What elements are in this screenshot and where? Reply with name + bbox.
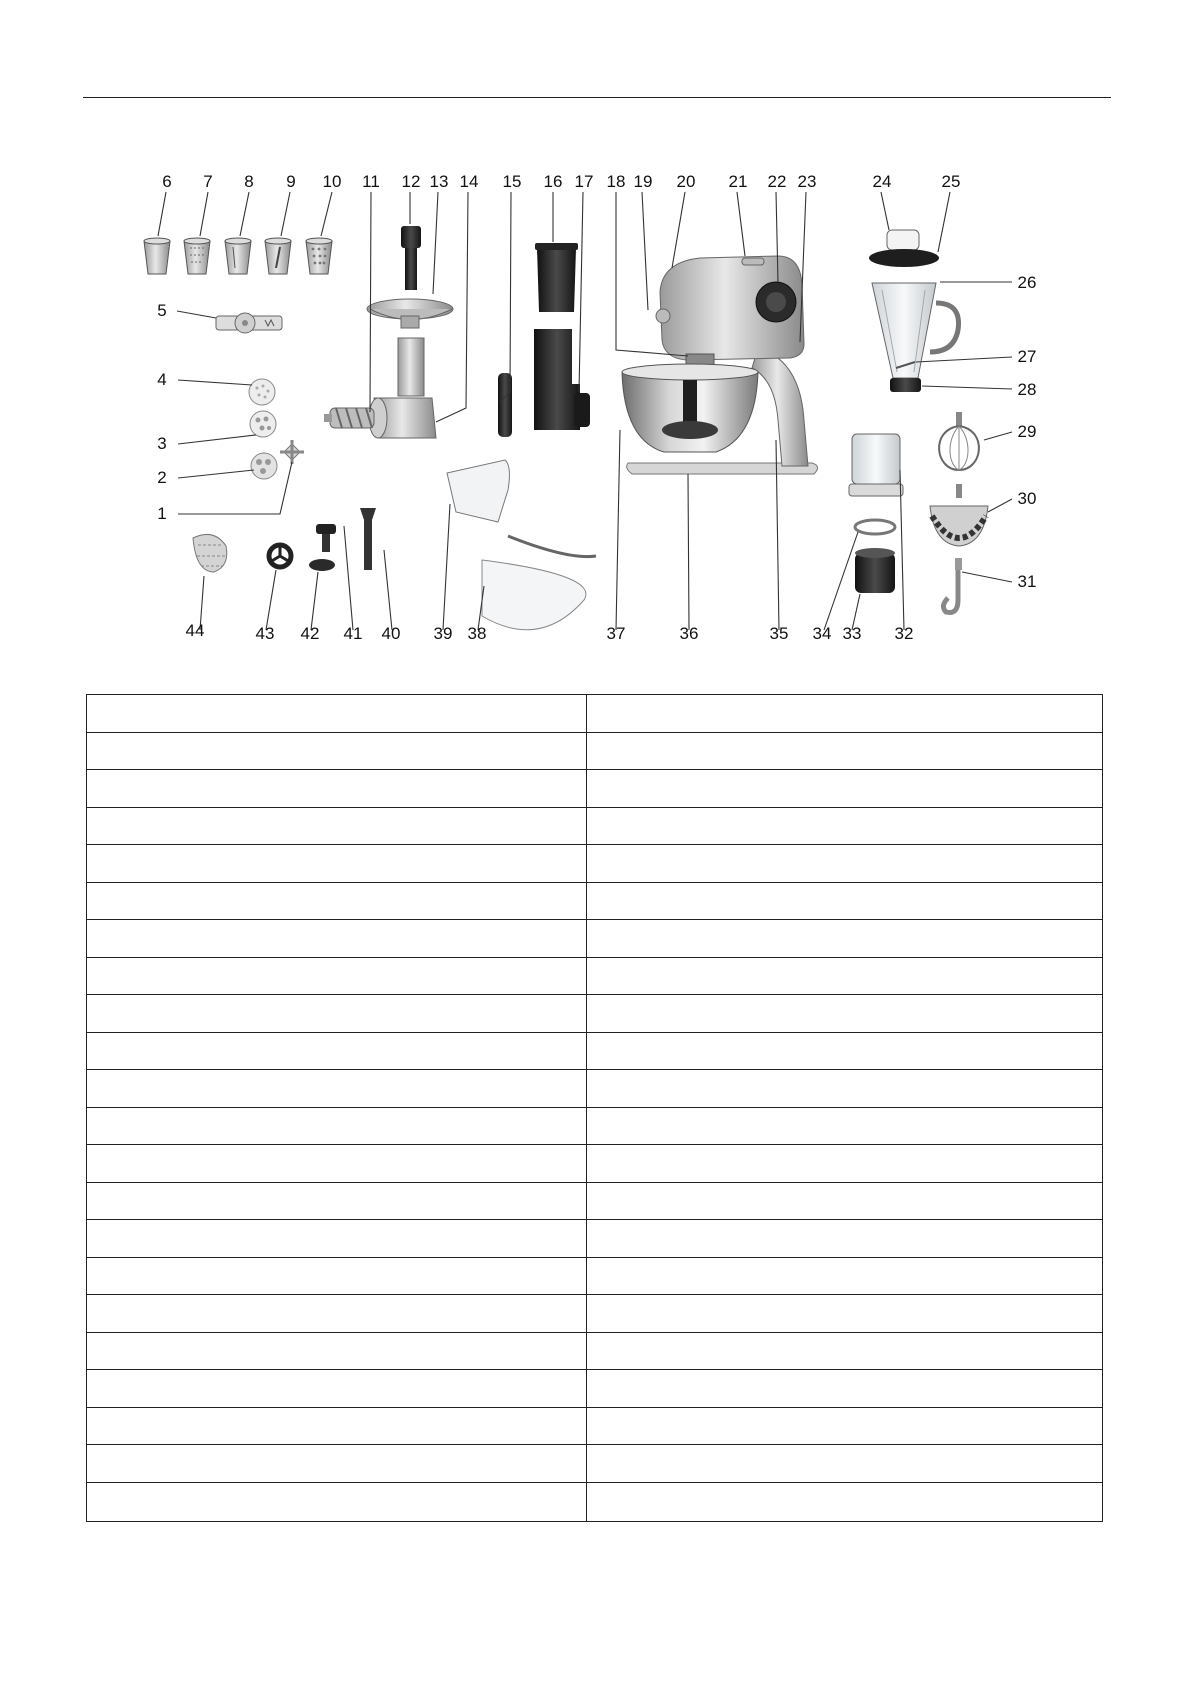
splash-guard-38 <box>482 536 596 630</box>
callout-28: 28 <box>1017 380 1037 399</box>
callout-19: 19 <box>633 172 653 191</box>
flat-beater-30 <box>930 484 988 546</box>
dough-hook-31 <box>943 558 962 613</box>
grinder-housing-14 <box>369 338 436 438</box>
grinder-base-33 <box>855 548 895 593</box>
table-row <box>87 732 1103 770</box>
part-number-cell <box>87 1407 587 1445</box>
callout-39: 39 <box>433 624 453 643</box>
callout-38: 38 <box>467 624 487 643</box>
table-row <box>87 845 1103 883</box>
part-name-cell <box>587 695 1103 733</box>
table-row <box>87 1482 1103 1521</box>
part-name-cell <box>587 845 1103 883</box>
callout-33: 33 <box>842 624 862 643</box>
part-number-cell <box>87 1220 587 1258</box>
part-name-cell <box>587 1107 1103 1145</box>
part-number-cell <box>87 995 587 1033</box>
table-row <box>87 1182 1103 1220</box>
pouring-shield-39 <box>447 460 509 522</box>
part-name-cell <box>587 1407 1103 1445</box>
table-row <box>87 1407 1103 1445</box>
part-name-cell <box>587 1445 1103 1483</box>
part-name-cell <box>587 1070 1103 1108</box>
callout-21: 21 <box>728 172 748 191</box>
callout-11: 11 <box>362 172 380 191</box>
seal-ring-34 <box>855 520 895 534</box>
parts-diagram <box>0 0 1192 680</box>
callout-17: 17 <box>574 172 594 191</box>
callout-24: 24 <box>872 172 892 191</box>
callout-4: 4 <box>157 370 167 389</box>
grinder-cup-32 <box>849 434 903 496</box>
part-number-cell <box>87 1032 587 1070</box>
ring-42 <box>309 559 335 571</box>
part-number-cell <box>87 1482 587 1521</box>
part-number-cell <box>87 1107 587 1145</box>
table-row <box>87 1370 1103 1408</box>
mincing-plate-3 <box>250 411 276 437</box>
callout-31: 31 <box>1017 572 1037 591</box>
part-number-cell <box>87 1445 587 1483</box>
callout-18: 18 <box>606 172 626 191</box>
part-number-cell <box>87 882 587 920</box>
part-number-cell <box>87 1295 587 1333</box>
part-name-cell <box>587 882 1103 920</box>
whisk-29 <box>939 412 979 470</box>
callout-7: 7 <box>203 172 213 191</box>
part-name-cell <box>587 1482 1103 1521</box>
callout-23: 23 <box>797 172 817 191</box>
callout-12: 12 <box>401 172 421 191</box>
food-tray-13 <box>367 299 453 328</box>
part-number-cell <box>87 1370 587 1408</box>
part-name-cell <box>587 1257 1103 1295</box>
callout-22: 22 <box>767 172 787 191</box>
callout-10: 10 <box>322 172 342 191</box>
parts-list-body <box>87 695 1103 1522</box>
callout-40: 40 <box>381 624 401 643</box>
cutting-blade-1 <box>280 440 304 464</box>
part-number-cell <box>87 695 587 733</box>
part-name-cell <box>587 920 1103 958</box>
table-row <box>87 882 1103 920</box>
table-row <box>87 1032 1103 1070</box>
table-row <box>87 920 1103 958</box>
mincing-plate-4 <box>249 379 275 405</box>
callout-9: 9 <box>286 172 296 191</box>
table-row <box>87 1070 1103 1108</box>
drum-cutter-9 <box>265 238 291 274</box>
drum-cutter-10 <box>306 238 332 274</box>
blender <box>869 230 959 392</box>
slicer-housing-17 <box>534 329 590 430</box>
pusher-12 <box>401 226 421 290</box>
callout-41: 41 <box>343 624 363 643</box>
sausage-tube-40 <box>360 508 376 570</box>
callout-35: 35 <box>769 624 789 643</box>
part-number-cell <box>87 845 587 883</box>
table-row <box>87 695 1103 733</box>
part-number-cell <box>87 1257 587 1295</box>
callout-26: 26 <box>1017 273 1037 292</box>
part-name-cell <box>587 1220 1103 1258</box>
part-name-cell <box>587 1032 1103 1070</box>
part-name-cell <box>587 1182 1103 1220</box>
callout-42: 42 <box>300 624 320 643</box>
slicer-pusher-16 <box>535 243 578 312</box>
table-row <box>87 957 1103 995</box>
table-row <box>87 1107 1103 1145</box>
part-number-cell <box>87 1182 587 1220</box>
stand-mixer <box>622 256 818 474</box>
callout-16: 16 <box>543 172 563 191</box>
callout-8: 8 <box>244 172 254 191</box>
table-row <box>87 1295 1103 1333</box>
part-number-cell <box>87 807 587 845</box>
part-name-cell <box>587 732 1103 770</box>
part-number-cell <box>87 920 587 958</box>
kibbe-maker-44 <box>193 534 227 572</box>
part-name-cell <box>587 1145 1103 1183</box>
nozzle-41 <box>316 524 336 552</box>
drum-cutter-6 <box>144 238 170 274</box>
callout-15: 15 <box>502 172 522 191</box>
callout-6: 6 <box>162 172 172 191</box>
wheel-43 <box>269 545 291 567</box>
callout-5: 5 <box>157 301 167 320</box>
cookie-attachment-5 <box>216 313 282 333</box>
callout-1: 1 <box>157 504 167 523</box>
part-number-cell <box>87 1145 587 1183</box>
worm-screw-11 <box>324 408 374 428</box>
table-row <box>87 770 1103 808</box>
callout-20: 20 <box>676 172 696 191</box>
callout-13: 13 <box>429 172 449 191</box>
callout-36: 36 <box>679 624 699 643</box>
part-number-cell <box>87 732 587 770</box>
mincing-plate-2 <box>251 453 277 479</box>
callout-2: 2 <box>157 468 167 487</box>
callout-3: 3 <box>157 434 167 453</box>
part-name-cell <box>587 957 1103 995</box>
callout-44: 44 <box>185 621 205 640</box>
table-row <box>87 1220 1103 1258</box>
table-row <box>87 1257 1103 1295</box>
drum-cutter-7 <box>184 238 210 274</box>
part-name-cell <box>587 1295 1103 1333</box>
callout-43: 43 <box>255 624 275 643</box>
part-number-cell <box>87 1070 587 1108</box>
callout-27: 27 <box>1017 347 1037 366</box>
part-number-cell <box>87 957 587 995</box>
part-name-cell <box>587 1370 1103 1408</box>
callout-37: 37 <box>606 624 626 643</box>
table-row <box>87 807 1103 845</box>
part-number-cell <box>87 1332 587 1370</box>
part-name-cell <box>587 807 1103 845</box>
callout-30: 30 <box>1017 489 1037 508</box>
table-row <box>87 1332 1103 1370</box>
table-row <box>87 1445 1103 1483</box>
part-name-cell <box>587 1332 1103 1370</box>
part-number-cell <box>87 770 587 808</box>
callout-29: 29 <box>1017 422 1037 441</box>
part-name-cell <box>587 770 1103 808</box>
callout-14: 14 <box>459 172 479 191</box>
callout-34: 34 <box>812 624 832 643</box>
part-name-cell <box>587 995 1103 1033</box>
callout-25: 25 <box>941 172 961 191</box>
callout-32: 32 <box>894 624 914 643</box>
parts-list-table <box>86 694 1103 1522</box>
drum-cutter-8 <box>225 238 251 274</box>
footer-strip <box>0 1668 1192 1685</box>
table-row <box>87 1145 1103 1183</box>
table-row <box>87 995 1103 1033</box>
